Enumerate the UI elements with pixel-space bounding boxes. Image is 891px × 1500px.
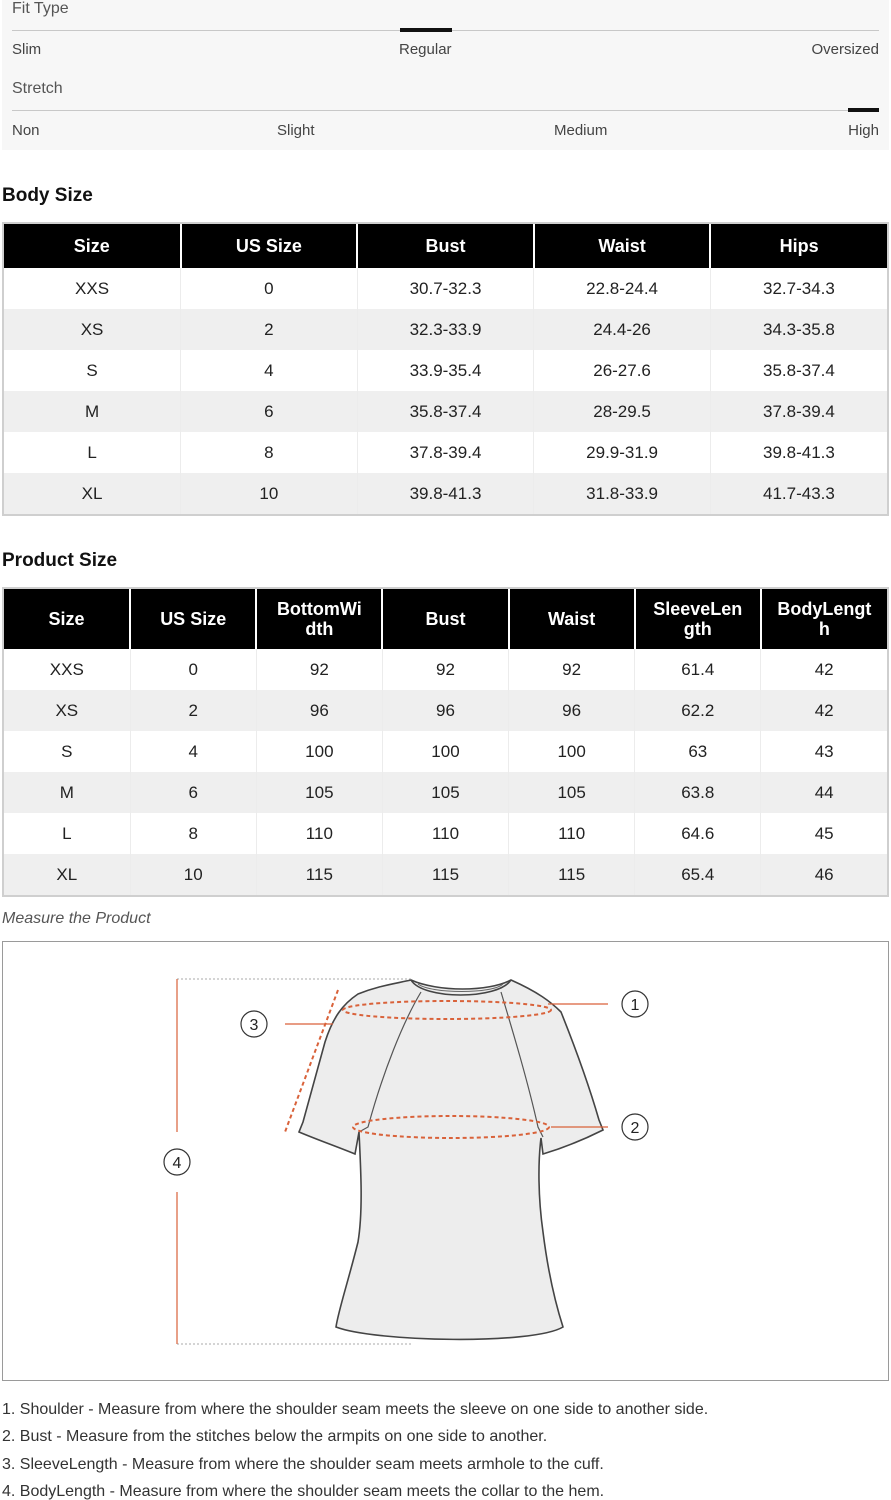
stretch-scale [12,110,879,111]
table-cell: 22.8-24.4 [534,268,711,309]
table-row [4,649,887,690]
table-cell: 6 [130,772,256,813]
column-header: BottomWi dth [256,589,382,649]
stretch-option-slight: Slight [277,122,315,139]
table-cell: 100 [382,731,508,772]
table-cell: 96 [256,690,382,731]
table-row [4,690,887,731]
table-cell: 8 [130,813,256,854]
table-cell: 29.9-31.9 [534,432,711,473]
table-cell: XS [4,690,130,731]
column-header: Hips [710,224,887,268]
column-header: US Size [130,589,256,649]
product-size-table [2,587,889,897]
fit-type-label: Fit Type [12,0,69,17]
marker-2 [622,1114,648,1140]
table-cell: 105 [382,772,508,813]
marker-1-label: 1 [630,997,640,1014]
table-cell: 31.8-33.9 [534,473,711,514]
measure-diagram [2,941,889,1381]
marker-3 [241,1011,267,1037]
column-header: Size [4,589,130,649]
table-cell: L [4,432,181,473]
table-cell: 0 [181,268,358,309]
stretch-option-non: Non [12,122,40,139]
table-cell: 37.8-39.4 [357,432,534,473]
column-header: Waist [509,589,635,649]
table-cell: 35.8-37.4 [357,391,534,432]
table-cell: 37.8-39.4 [710,391,887,432]
table-cell: 32.7-34.3 [763,278,835,298]
product-size-title: Product Size [2,550,118,571]
table-cell: 92 [256,649,382,690]
column-header: Bust [382,589,508,649]
table-cell: 2 [130,690,256,731]
table-cell: 45 [814,823,834,843]
table-header-row [4,224,887,268]
table-cell: 10 [181,473,358,514]
table-cell: 61.4 [635,649,761,690]
fit-option-oversized: Oversized [811,41,879,58]
column-header: Bust [357,224,534,268]
marker-4-label: 4 [172,1155,182,1172]
table-cell: 42 [761,690,887,731]
table-cell: 46 [761,854,887,895]
table-cell: 100 [509,731,635,772]
measure-notes [2,1396,882,1500]
table-cell: 41.7-43.3 [710,473,887,514]
table-cell: 30.7-32.3 [357,268,534,309]
table-cell: 4 [181,350,358,391]
table-cell: 62.2 [635,690,761,731]
marker-4 [164,1149,190,1175]
note-shoulder: 1. Shoulder - Measure from where the shoulder seam meets the sleeve on one side to another side. [2,1401,709,1418]
tshirt-diagram [3,942,888,1380]
table-cell: 4 [130,731,256,772]
measure-title: Measure the Product [2,910,151,927]
column-header: BodyLengt h [761,589,887,649]
table-cell: 34.3-35.8 [710,309,887,350]
stretch-option-medium: Medium [554,122,608,139]
table-cell: 35.8-37.4 [763,360,835,380]
table-cell: XL [4,473,181,514]
table-row [4,391,887,432]
column-header: US Size [181,224,358,268]
table-cell: 10 [130,854,256,895]
table-cell: 2 [181,309,358,350]
fit-type-selected-marker [400,28,452,32]
table-row [4,772,887,813]
table-cell: S [4,350,181,391]
table-row [4,268,887,309]
table-cell: 65.4 [635,854,761,895]
table-cell: L [4,813,130,854]
table-cell: 33.9-35.4 [357,350,534,391]
table-cell: S [4,731,130,772]
note-body-length: 4. BodyLength - Measure from where the shoulder seam meets the collar to the hem. [2,1483,605,1500]
table-cell: 43 [814,741,834,761]
table-cell: 24.4-26 [534,309,711,350]
fit-option-regular: Regular [399,41,452,58]
table-cell: 39.8-41.3 [763,442,835,462]
marker-3-label: 3 [249,1017,259,1034]
table-cell: 39.8-41.3 [357,473,534,514]
table-cell: 110 [256,813,382,854]
table-row [4,432,887,473]
table-cell: 115 [509,854,635,895]
table-cell: M [4,391,181,432]
table-cell: 26-27.6 [534,350,711,391]
table-cell: 105 [509,772,635,813]
stretch-selected-marker [848,108,879,112]
table-cell: 42 [814,659,834,679]
table-cell: 92 [509,649,635,690]
table-cell: M [4,772,130,813]
body-size-title: Body Size [2,185,93,206]
table-cell: 96 [382,690,508,731]
body-size-table [2,222,889,516]
stretch-option-high: High [848,122,879,139]
table-cell: 64.6 [635,813,761,854]
note-bust: 2. Bust - Measure from the stitches below the armpits on one side to another. [2,1428,548,1446]
table-cell: XL [4,854,130,895]
table-cell: 115 [382,854,508,895]
table-cell: 63.8 [635,772,761,813]
table-row [4,473,887,514]
table-cell: 32.3-33.9 [357,309,534,350]
stretch-label: Stretch [12,80,63,97]
table-cell: XS [4,309,181,350]
fit-stretch-panel [2,0,889,150]
table-row [4,854,887,895]
table-cell: 96 [509,690,635,731]
table-cell: 110 [509,813,635,854]
table-row [4,309,887,350]
table-cell: 63 [635,731,761,772]
column-header: Size [4,224,181,268]
column-header: Waist [534,224,711,268]
table-cell: 44 [761,772,887,813]
table-row [4,731,887,772]
column-header: SleeveLen gth [635,589,761,649]
fit-option-slim: Slim [12,41,42,58]
note-sleeve-length: 3. SleeveLength - Measure from where the shoulder seam meets armhole to the cuff. [2,1455,604,1473]
table-cell: 92 [382,649,508,690]
table-cell: 115 [256,854,382,895]
tshirt-outline [299,980,603,1339]
table-row [4,813,887,854]
table-cell: 28-29.5 [534,391,711,432]
table-cell: 6 [181,391,358,432]
marker-1 [622,991,648,1017]
marker-2-label: 2 [630,1120,640,1137]
table-cell: 105 [256,772,382,813]
table-cell: 100 [256,731,382,772]
table-row [4,350,887,391]
table-cell: 0 [130,649,256,690]
table-cell: 8 [181,432,358,473]
table-cell: 110 [382,813,508,854]
table-cell: XXS [4,649,130,690]
table-header-row [4,589,887,649]
table-cell: XXS [4,268,181,309]
